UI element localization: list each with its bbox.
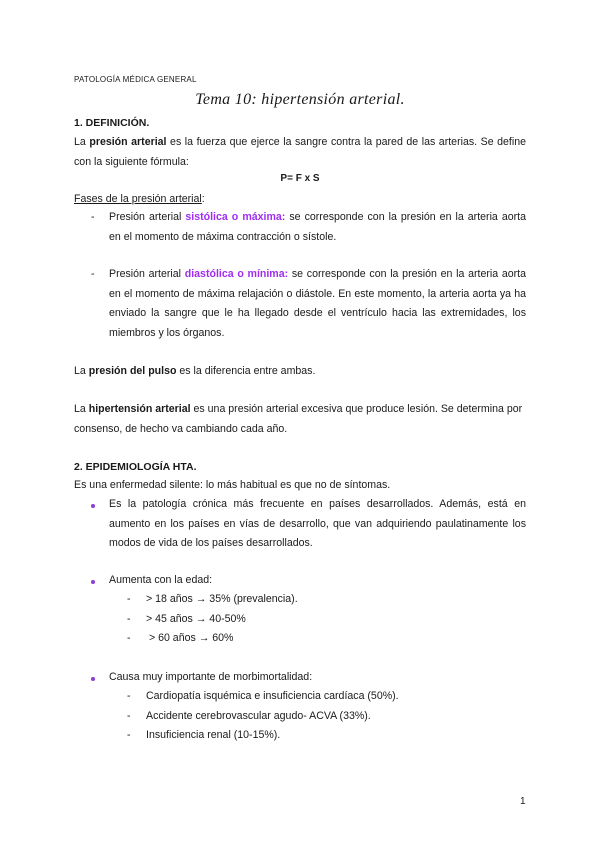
- term-presion-pulso: presión del pulso: [88, 365, 177, 377]
- text-run: es la fuerza que ejerce la sangre contra la pared de las arterias. Se define con la siguiente fórmula:: [74, 136, 527, 168]
- list-dash: -: [91, 211, 95, 223]
- text-run: es una presión arterial excesiva que produce lesión. Se determina por consenso, de hecho va cambiando cada año.: [74, 403, 523, 435]
- term-sistolica: sistólica o máxima:: [185, 211, 286, 223]
- sublist-dash: -: [127, 613, 131, 625]
- formula: P= F x S: [280, 173, 320, 184]
- phases-title-text: Fases de la presión arterial: [74, 193, 202, 205]
- running-header: PATOLOGÍA MÉDICA GENERAL: [74, 75, 197, 84]
- text-run: :: [201, 193, 205, 205]
- text-run: Presión arterial: [109, 211, 186, 223]
- sublist-dash: -: [127, 690, 131, 702]
- sublist-item: > 45 años → 40-50%: [146, 613, 246, 625]
- phases-title: [74, 190, 526, 210]
- term-diastolica: diastólica o mínima:: [184, 268, 289, 280]
- sublist-item: Cardiopatía isquémica e insuficiencia cardíaca (50%).: [146, 690, 399, 702]
- text-run: La: [74, 136, 90, 148]
- bullet-item-edad: Aumenta con la edad:: [109, 574, 213, 586]
- list-item-diastolica: [109, 265, 526, 343]
- sublist-dash: -: [127, 593, 131, 605]
- text-run: Presión arterial: [109, 268, 185, 280]
- epidemiology-intro: Es una enfermedad silente: lo más habitual es que no de síntomas.: [74, 479, 391, 491]
- list-dash: -: [91, 268, 95, 280]
- text-run: se corresponde con la presión en la arteria aorta en el momento de máxima relajación o diástole. En este momento, la arteria aorta ya ha enviado la sangre que le ha llegado desde el ventrículo hacia las extremidades, los miembros y los órganos.: [109, 268, 527, 339]
- pulse-paragraph: [74, 362, 526, 382]
- section-heading-epidemiologia: 2. EPIDEMIOLOGÍA HTA.: [74, 461, 197, 473]
- page-number: 1: [520, 796, 526, 807]
- text-run: La: [74, 365, 89, 377]
- bullet-item-cronica: Es la patología crónica más frecuente en países desarrollados. Además, está en aumento en los países en vías de desarrollo, que van adquiriendo paulatinamente los modos de vida de los países desarrollados.: [109, 498, 526, 549]
- hta-paragraph: [74, 400, 526, 439]
- term-hipertension: hipertensión arterial: [88, 403, 191, 415]
- bullet-dot-icon: [91, 580, 95, 584]
- definition-paragraph: [74, 133, 526, 172]
- sublist-dash: -: [127, 710, 131, 722]
- bullet-dot-icon: [91, 677, 95, 681]
- sublist-item: > 18 años → 35% (prevalencia).: [146, 593, 298, 605]
- list-item-sistolica: [109, 208, 526, 247]
- term-presion-arterial: presión arterial: [89, 136, 167, 148]
- section-heading-definicion: 1. DEFINICIÓN.: [74, 117, 150, 129]
- text-run: se corresponde con la presión en la arteria aorta en el momento de máxima contracción o sístole.: [109, 211, 526, 243]
- sublist-item: Insuficiencia renal (10-15%).: [146, 729, 281, 741]
- text-run: es la diferencia entre ambas.: [176, 365, 316, 377]
- bullet-item-morbimortalidad: Causa muy importante de morbimortalidad:: [109, 671, 313, 683]
- sublist-dash: -: [127, 729, 131, 741]
- sublist-item: Accidente cerebrovascular agudo- ACVA (33%).: [146, 710, 371, 722]
- sublist-item: > 60 años → 60%: [146, 632, 234, 644]
- bullet-dot-icon: [91, 504, 95, 508]
- page-title: Tema 10: hipertensión arterial.: [195, 91, 405, 108]
- text-run: La: [74, 403, 89, 415]
- sublist-dash: -: [127, 632, 131, 644]
